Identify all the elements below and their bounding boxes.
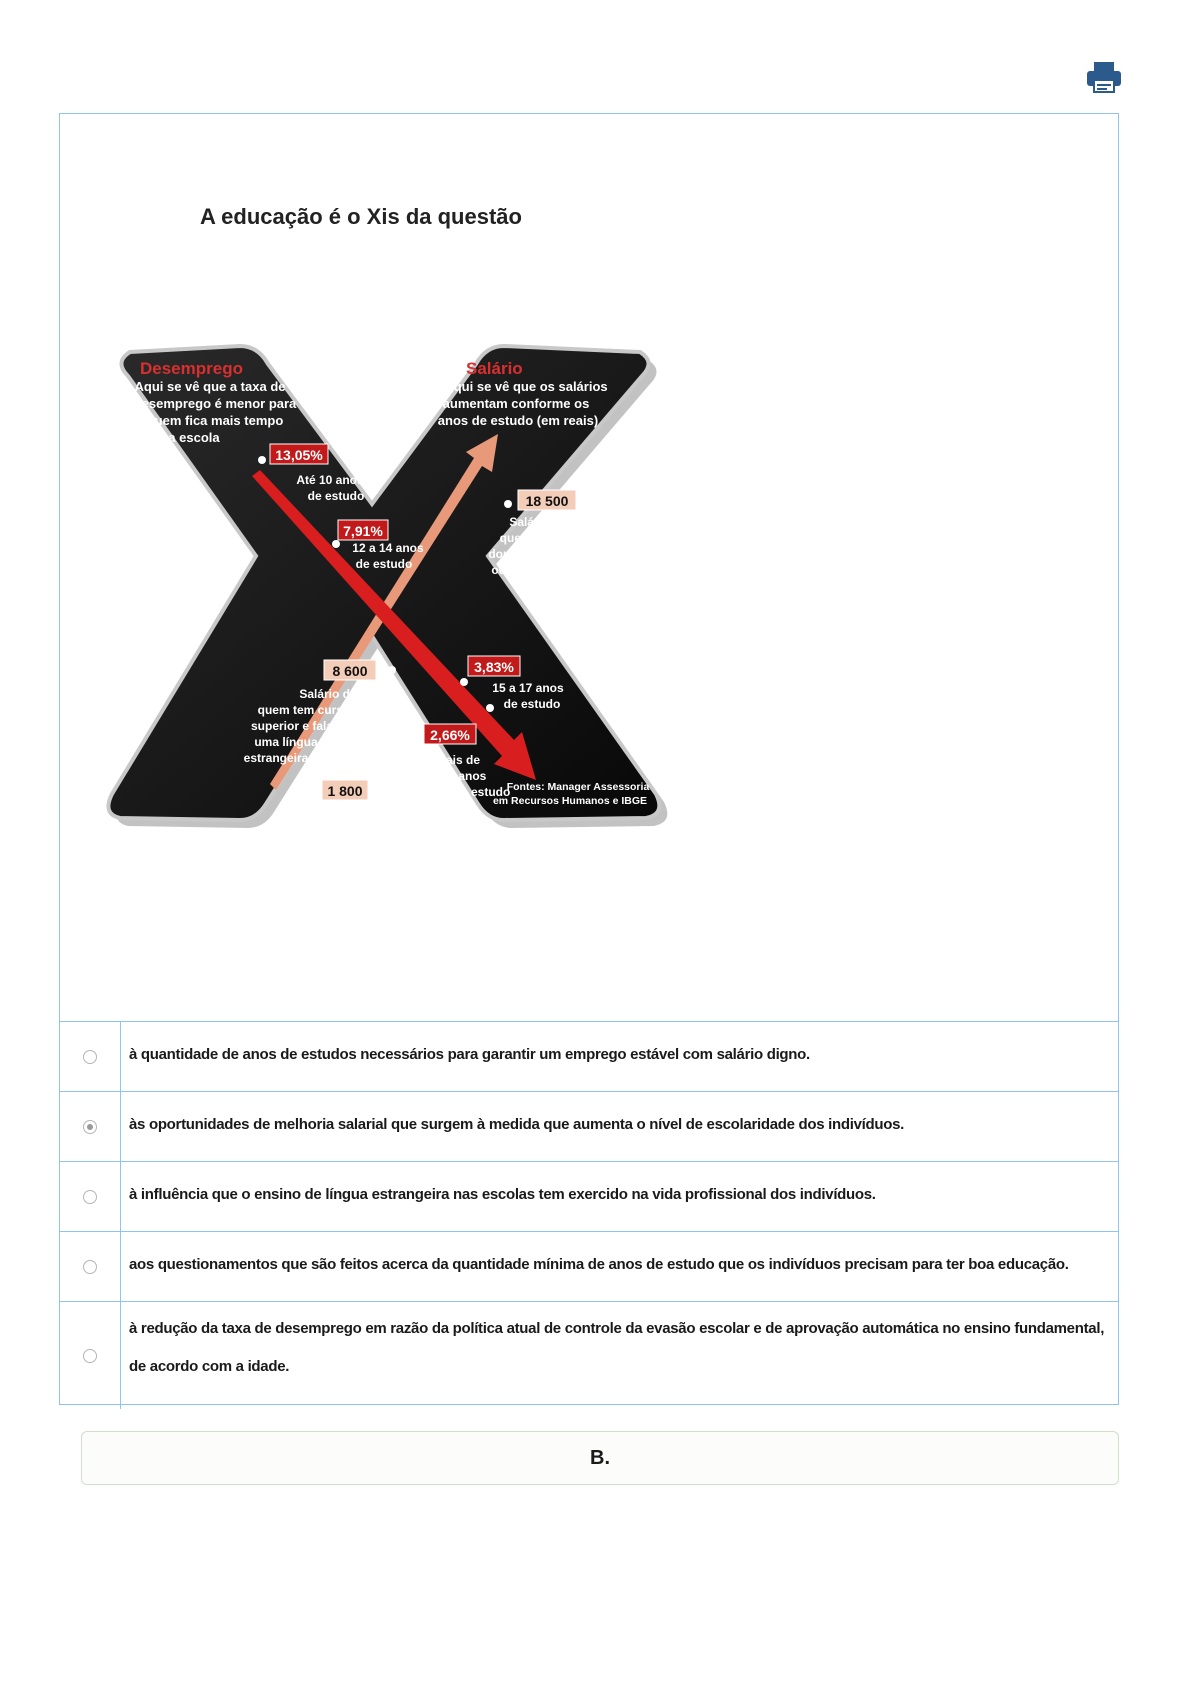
salary-label: Salário de	[303, 805, 361, 819]
option-e[interactable]	[60, 1301, 1118, 1409]
option-c[interactable]	[60, 1161, 1118, 1231]
salary-desc-line: aumentam conforme os	[442, 396, 590, 411]
salary-label: estrangeira	[243, 751, 309, 765]
option-radio-cell	[60, 1302, 121, 1409]
unemployment-label: Mais de	[435, 753, 481, 767]
option-radio-cell	[60, 1022, 121, 1091]
option-text: à quantidade de anos de estudos necessários para garantir um emprego estável com salário digno.	[129, 1046, 810, 1063]
unemployment-heading: Desemprego	[140, 359, 243, 378]
unemployment-desc-line: na escola	[160, 430, 220, 445]
salary-label: Salário de	[509, 515, 567, 529]
salary-desc-line: anos de estudo (em reais)	[437, 413, 599, 428]
unemployment-value: 3,83%	[474, 659, 514, 675]
infographic-source: Fontes: Manager Assessoria	[506, 781, 650, 793]
unemployment-desc-line: quem fica mais tempo	[146, 413, 284, 428]
unemployment-label: de estudo	[503, 697, 561, 711]
salary-value: 1 800	[327, 783, 363, 799]
salary-label: superior e fala	[250, 719, 334, 733]
unemployment-value: 7,91%	[343, 523, 383, 539]
unemployment-label: de estudo	[355, 557, 413, 571]
option-a[interactable]	[60, 1021, 1118, 1091]
answer-feedback	[81, 1431, 1119, 1485]
salary-value: 8 600	[332, 663, 368, 679]
salary-desc-line: Aqui se vê que os salários	[444, 379, 608, 394]
answer-options	[60, 1021, 1118, 1409]
print-button[interactable]	[1085, 60, 1123, 94]
infographic-title: A educação é o Xis da questão	[200, 204, 522, 229]
salary-value: 18 500	[525, 493, 569, 509]
radio-button[interactable]	[83, 1260, 97, 1274]
unemployment-label: de estudo	[307, 489, 365, 503]
unemployment-label: Até 10 anos	[296, 473, 364, 487]
option-text: às oportunidades de melhoria salarial que surgem à medida que aumenta o nível de escolaridade dos indivíduos.	[129, 1116, 905, 1133]
unemployment-label: 12 a 14 anos	[352, 541, 424, 555]
radio-button[interactable]	[83, 1050, 97, 1064]
salary-label: quem tem curso	[257, 703, 351, 717]
radio-button[interactable]	[83, 1190, 97, 1204]
salary-heading: Salário	[466, 359, 523, 378]
salary-label: Salário de	[299, 687, 357, 701]
unemployment-label: de estudo	[453, 785, 511, 799]
unemployment-value: 2,66%	[430, 727, 470, 743]
option-b[interactable]	[60, 1091, 1118, 1161]
infographic-source: em Recursos Humanos e IBGE	[492, 795, 648, 807]
radio-button[interactable]	[83, 1349, 97, 1363]
radio-button-selected[interactable]	[83, 1120, 97, 1134]
option-d[interactable]	[60, 1231, 1118, 1301]
option-radio-cell	[60, 1092, 121, 1161]
option-text: à influência que o ensino de língua estrangeira nas escolas tem exercido na vida profissional dos indivíduos.	[129, 1186, 876, 1203]
salary-label: quem tem	[499, 531, 557, 545]
unemployment-label: 15 a 17 anos	[492, 681, 564, 695]
unemployment-label: 17 anos	[441, 769, 487, 783]
salary-label: ou MBA	[491, 563, 537, 577]
unemployment-desc-line: desemprego é menor para	[133, 396, 297, 411]
option-radio-cell	[60, 1232, 121, 1301]
salary-label: quem conclui	[273, 821, 351, 834]
question-box	[59, 113, 1119, 1405]
salary-label: uma língua	[254, 735, 318, 749]
print-icon	[1085, 60, 1123, 94]
salary-label: doutorado	[488, 547, 548, 561]
option-text: aos questionamentos que são feitos acerca da quantidade mínima de anos de estudo que os indivíduos precisam para ter boa educação.	[129, 1256, 1069, 1273]
question-figure	[60, 114, 1118, 1021]
infographic	[100, 254, 700, 834]
answer-text: B.	[590, 1446, 610, 1469]
option-text: à redução da taxa de desemprego em razão da política atual de controle da evasão escolar e de aprovação automática no ensino fundamental, de acordo com a idade.	[129, 1320, 1105, 1375]
unemployment-desc-line: Aqui se vê que a taxa de	[134, 379, 286, 394]
unemployment-value: 13,05%	[275, 447, 323, 463]
option-radio-cell	[60, 1162, 121, 1231]
